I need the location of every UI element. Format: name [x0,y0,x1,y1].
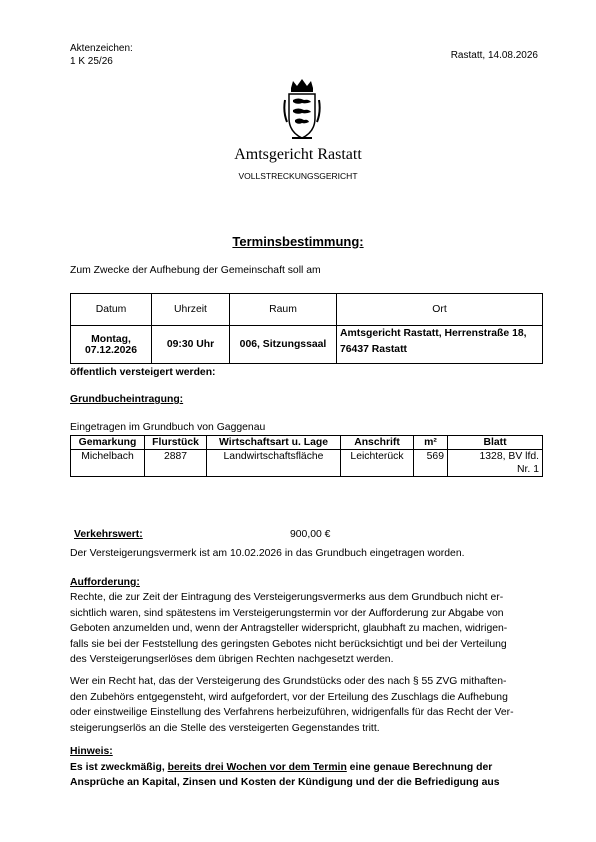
coat-of-arms-icon [282,78,322,142]
gb-blatt-line1: 1328, BV lfd. [479,451,539,462]
court-department: VOLLSTRECKUNGSGERICHT [238,171,358,181]
gb-wirtschaftsart: Landwirtschaftsfläche [207,450,341,477]
termin-datum-date: 07.12.2026 [84,344,137,356]
aufforderung-p1-line: Rechte, die zur Zeit der Eintragung des Versteigerungsvermerks aus dem Grundbuch nicht er- [70,592,504,603]
aufforderung-p1-line: falls sie bei der Feststellung des geringsten Gebotes nicht berücksichtigt und bei der Verteilung [70,638,507,650]
grundbuch-data-row [71,450,543,477]
gb-header-gemarkung: Gemarkung [71,436,145,450]
grundbuch-subheading: Eingetragen im Grundbuch von Gaggenau [70,422,266,433]
termin-header-datum: Datum [71,294,152,326]
hinweis-text-c: eine genaue Berechnung der [346,762,493,773]
gb-header-anschrift: Anschrift [341,436,414,450]
hinweis-heading: Hinweis: [70,746,113,757]
page-title: Terminsbestimmung: [232,234,364,249]
hinweis-text-a: Es ist zweckmäßig, [70,762,168,773]
termin-table [70,293,543,364]
court-name: Amtsgericht Rastatt [234,146,362,163]
termin-ort [337,326,543,364]
place-date: Rastatt, 14.08.2026 [450,50,538,61]
termin-datum [71,326,152,364]
vermerk-text: Der Versteigerungsvermerk ist am 10.02.2026 in das Grundbuch eingetragen worden. [70,548,465,559]
gb-m2: 569 [414,450,448,477]
gb-header-m2: m² [414,436,448,450]
termin-header-uhrzeit: Uhrzeit [152,294,230,326]
gb-blatt [448,450,543,477]
aufforderung-paragraph-2 [70,674,514,736]
termin-header-ort: Ort [337,294,543,326]
termin-data-row [71,326,543,364]
grundbuch-table [70,435,543,477]
termin-header-raum: Raum [230,294,337,326]
gb-blatt-line2: Nr. 1 [517,464,539,475]
verkehrswert-value: 900,00 € [290,529,331,540]
aufforderung-heading: Aufforderung: [70,577,140,588]
aktenzeichen-label: Aktenzeichen: [70,43,133,54]
termin-header-row [71,294,543,326]
aufforderung-paragraph-1 [70,590,507,668]
aufforderung-p2-line: den Zubehörs entgegensteht, wird aufgefordert, vor der Erteilung des Zuschlags die Aufhebung [70,691,508,703]
grundbuch-header-row [71,436,543,450]
aufforderung-p2-line: Wer ein Recht hat, das der Versteigerung des Grundstücks oder des nach § 55 ZVG mithaften- [70,676,507,687]
aufforderung-p1-line: sichtlich waren, sind spätestens im Versteigerungstermin vor der Aufforderung zur Abgabe von [70,607,504,619]
verkehrswert-label: Verkehrswert: [74,529,143,540]
intro-text: Zum Zwecke der Aufhebung der Gemeinschaft soll am [70,265,321,276]
termin-ort-line1: Amtsgericht Rastatt, Herrenstraße 18, [340,328,527,339]
termin-raum: 006, Sitzungssaal [230,326,337,364]
gb-header-blatt: Blatt [448,436,543,450]
grundbuch-heading: Grundbucheintragung: [70,394,184,405]
termin-ort-line2: 76437 Rastatt [340,344,408,355]
gb-flurstueck: 2887 [145,450,207,477]
gb-header-wirtschaftsart: Wirtschaftsart u. Lage [207,436,341,450]
hinweis-line-2: Ansprüche an Kapital, Zinsen und Kosten der Kündigung und der die Befriedigung aus [70,777,500,788]
aufforderung-p2-line: oder einstweilige Einstellung des Verfahrens herbeizuführen, widrigenfalls für das Recht der Ver- [70,707,514,718]
hinweis-emphasis: bereits drei Wochen vor dem Termin [167,762,347,773]
aktenzeichen-block [70,42,133,68]
gb-header-flurstueck: Flurstück [145,436,207,450]
aufforderung-p1-line: des Versteigerungserlöses dem übrigen Rechten nachgesetzt werden. [70,654,394,665]
aufforderung-p1-line: Geboten anzumelden und, wenn der Antragsteller widerspricht, glaubhaft zu machen, widrigen- [70,623,508,634]
termin-uhrzeit: 09:30 Uhr [152,326,230,364]
hinweis-line-1 [70,760,492,776]
aktenzeichen-value: 1 K 25/26 [70,56,113,67]
gb-gemarkung: Michelbach [71,450,145,477]
gb-anschrift: Leichterück [341,450,414,477]
aufforderung-p2-line: steigerungserlös an die Stelle des versteigerten Gegenstandes tritt. [70,722,380,734]
termin-datum-day: Montag, [91,333,131,345]
after-table-text: öffentlich versteigert werden: [70,367,216,378]
